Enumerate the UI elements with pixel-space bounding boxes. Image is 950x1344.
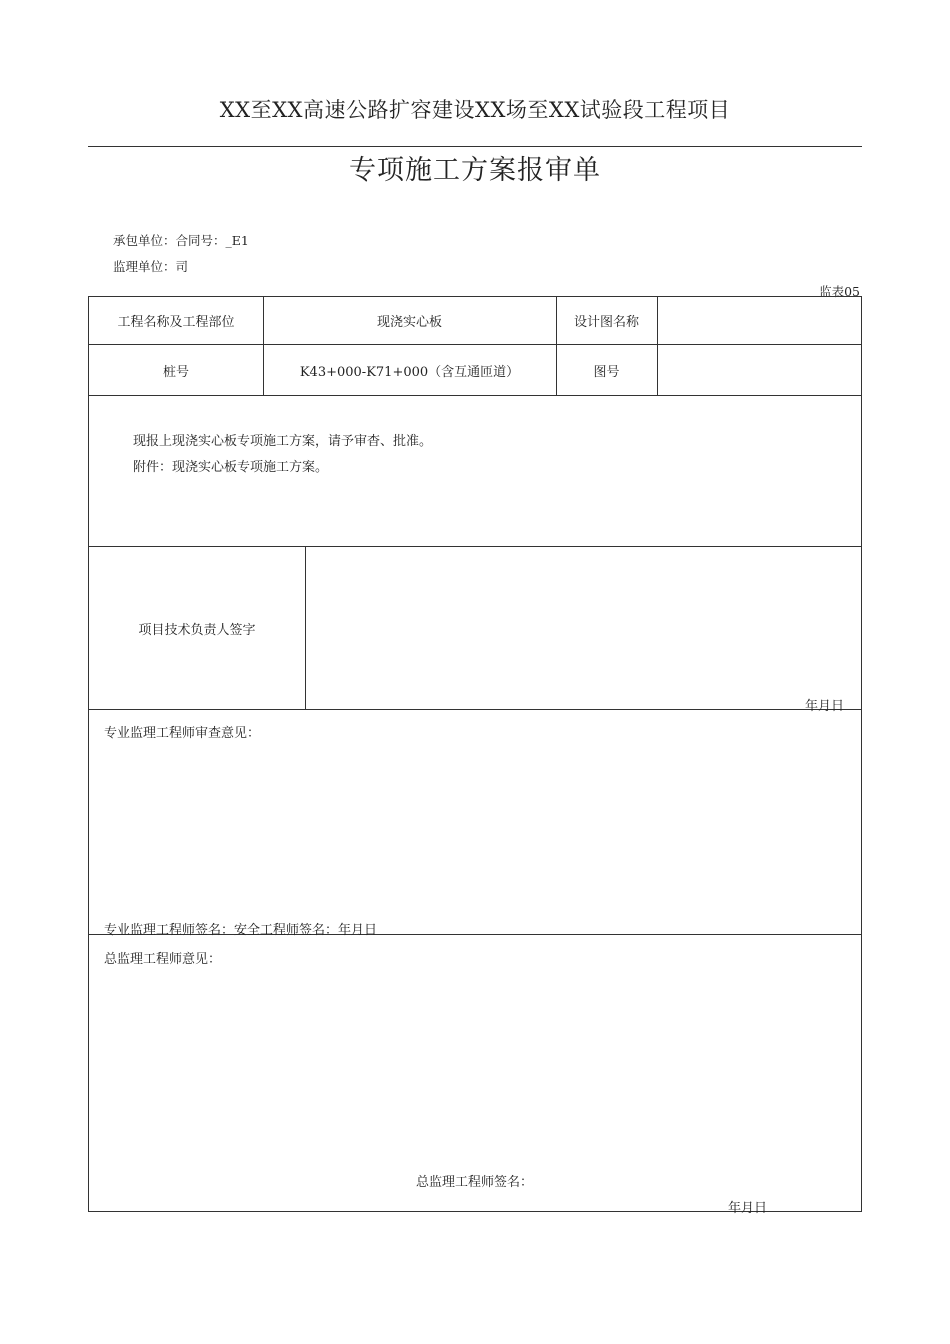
tech-lead-label: 项目技术负责人签字	[138, 622, 256, 638]
chief-review-label: 总监理工程师意见：	[104, 952, 222, 967]
project-title: XX至XX高速公路扩容建设XX场至XX试验段工程项目	[219, 98, 731, 122]
chief-review-date: 年月日	[728, 1201, 768, 1216]
project-name-label: 工程名称及工程部位	[117, 315, 235, 330]
specialist-review-area[interactable]	[104, 747, 844, 907]
tech-lead-date: 年月日	[805, 699, 845, 714]
design-drawing-value[interactable]	[657, 297, 861, 344]
submission-line-1: 现报上现浇实心板专项施工方案，请予审杳、批准。	[133, 434, 433, 449]
chief-signature-label: 总监理工程师签名：	[416, 1175, 534, 1190]
tech-lead-signature-area[interactable]	[306, 547, 861, 687]
station-value: K43+000-K71+000（含互通匝道）	[299, 364, 520, 380]
form-table	[88, 296, 862, 1216]
title-rule	[88, 146, 862, 147]
drawing-number-label: 图号	[593, 364, 620, 380]
row-divider	[89, 395, 861, 396]
specialist-review-label: 专业监理工程师审查意见：	[104, 726, 261, 741]
form-code: 监表05	[819, 284, 860, 299]
project-name-value: 现浇实心板	[376, 315, 442, 330]
contractor-line: 承包单位：合同号：_E1	[113, 233, 249, 248]
form-title: 专项施工方案报审单	[349, 155, 601, 186]
drawing-number-value[interactable]	[657, 345, 861, 395]
supervisor-line: 监理单位：司	[113, 259, 189, 274]
chief-review-area[interactable]	[104, 973, 844, 1163]
station-label: 桩号	[162, 364, 189, 380]
submission-line-2: 附件：现浇实心板专项施工方案。	[133, 460, 329, 475]
specialist-signature-line: 专业监理工程师签名：安全工程师签名：年月日	[104, 923, 378, 938]
design-drawing-label: 设计图名称	[573, 315, 639, 330]
row-divider	[89, 709, 861, 710]
